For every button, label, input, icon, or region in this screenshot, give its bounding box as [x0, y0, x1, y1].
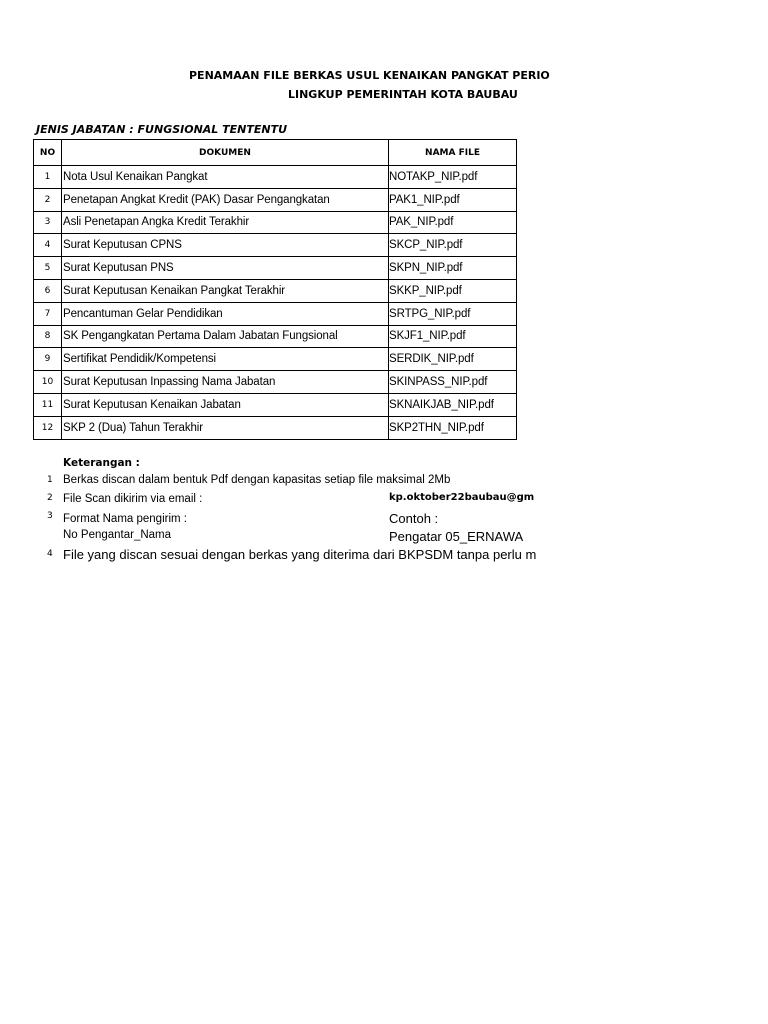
row-dokumen: Surat Keputusan CPNS — [62, 234, 389, 257]
row-file: SKCP_NIP.pdf — [389, 234, 517, 257]
note-text: Format Nama pengirim : — [63, 513, 187, 525]
example-label: Contoh : — [389, 511, 439, 526]
table-row — [34, 416, 517, 439]
note-text: File Scan dikirim via email : — [63, 493, 203, 505]
table-row — [34, 257, 517, 280]
row-dokumen: SKP 2 (Dua) Tahun Terakhir — [62, 416, 389, 439]
row-dokumen: Surat Keputusan PNS — [62, 257, 389, 280]
row-no: 1 — [34, 166, 62, 189]
page-title-line2: LINGKUP PEMERINTAH KOTA BAUBAU — [288, 88, 518, 101]
email-address: kp.oktober22baubau@gm — [389, 492, 535, 503]
note-text: Berkas discan dalam bentuk Pdf dengan kapasitas setiap file maksimal 2Mb — [63, 474, 451, 486]
row-dokumen: Nota Usul Kenaikan Pangkat — [62, 166, 389, 189]
note-number: 3 — [47, 511, 53, 521]
table-row — [34, 279, 517, 302]
page-title-line1: PENAMAAN FILE BERKAS USUL KENAIKAN PANGKAT PERIO — [189, 69, 550, 82]
table-row — [34, 234, 517, 257]
table-row — [34, 371, 517, 394]
row-file: SKJF1_NIP.pdf — [389, 325, 517, 348]
row-file: SERDIK_NIP.pdf — [389, 348, 517, 371]
note-number: 1 — [47, 475, 53, 485]
row-no: 11 — [34, 393, 62, 416]
row-file: SRTPG_NIP.pdf — [389, 302, 517, 325]
row-dokumen: Surat Keputusan Kenaikan Jabatan — [62, 393, 389, 416]
row-file: SKNAIKJAB_NIP.pdf — [389, 393, 517, 416]
table-row — [34, 302, 517, 325]
row-file: SKINPASS_NIP.pdf — [389, 371, 517, 394]
header-nama-file: NAMA FILE — [389, 140, 517, 166]
row-no: 2 — [34, 188, 62, 211]
row-no: 9 — [34, 348, 62, 371]
row-dokumen: Penetapan Angkat Kredit (PAK) Dasar Pengangkatan — [62, 188, 389, 211]
header-no: NO — [34, 140, 62, 166]
row-dokumen: Sertifikat Pendidik/Kompetensi — [62, 348, 389, 371]
row-dokumen: Pencantuman Gelar Pendidikan — [62, 302, 389, 325]
note-number: 2 — [47, 493, 53, 503]
row-no: 12 — [34, 416, 62, 439]
example-value: Pengatar 05_ERNAWA — [389, 529, 524, 544]
note-number: 4 — [47, 549, 53, 559]
row-dokumen: Surat Keputusan Kenaikan Pangkat Terakhir — [62, 279, 389, 302]
row-file: SKPN_NIP.pdf — [389, 257, 517, 280]
row-file: NOTAKP_NIP.pdf — [389, 166, 517, 189]
row-no: 5 — [34, 257, 62, 280]
row-file: SKP2THN_NIP.pdf — [389, 416, 517, 439]
document-table — [33, 139, 517, 440]
table-row — [34, 166, 517, 189]
row-no: 10 — [34, 371, 62, 394]
row-no: 6 — [34, 279, 62, 302]
row-dokumen: SK Pengangkatan Pertama Dalam Jabatan Fungsional — [62, 325, 389, 348]
row-dokumen: Surat Keputusan Inpassing Nama Jabatan — [62, 371, 389, 394]
row-dokumen: Asli Penetapan Angka Kredit Terakhir — [62, 211, 389, 234]
table-header-row — [34, 140, 517, 166]
row-no: 3 — [34, 211, 62, 234]
jenis-jabatan-label: JENIS JABATAN : FUNGSIONAL TENTENTU — [36, 123, 288, 136]
row-no: 8 — [34, 325, 62, 348]
row-no: 4 — [34, 234, 62, 257]
row-no: 7 — [34, 302, 62, 325]
table-row — [34, 348, 517, 371]
table-row — [34, 188, 517, 211]
table-row — [34, 393, 517, 416]
row-file: PAK1_NIP.pdf — [389, 188, 517, 211]
table-row — [34, 325, 517, 348]
keterangan-heading: Keterangan : — [63, 457, 140, 469]
header-dokumen: DOKUMEN — [62, 140, 389, 166]
note-text-format: No Pengantar_Nama — [63, 529, 172, 541]
row-file: SKKP_NIP.pdf — [389, 279, 517, 302]
note-text: File yang discan sesuai dengan berkas yang diterima dari BKPSDM tanpa perlu m — [63, 547, 537, 562]
row-file: PAK_NIP.pdf — [389, 211, 517, 234]
table-row — [34, 211, 517, 234]
